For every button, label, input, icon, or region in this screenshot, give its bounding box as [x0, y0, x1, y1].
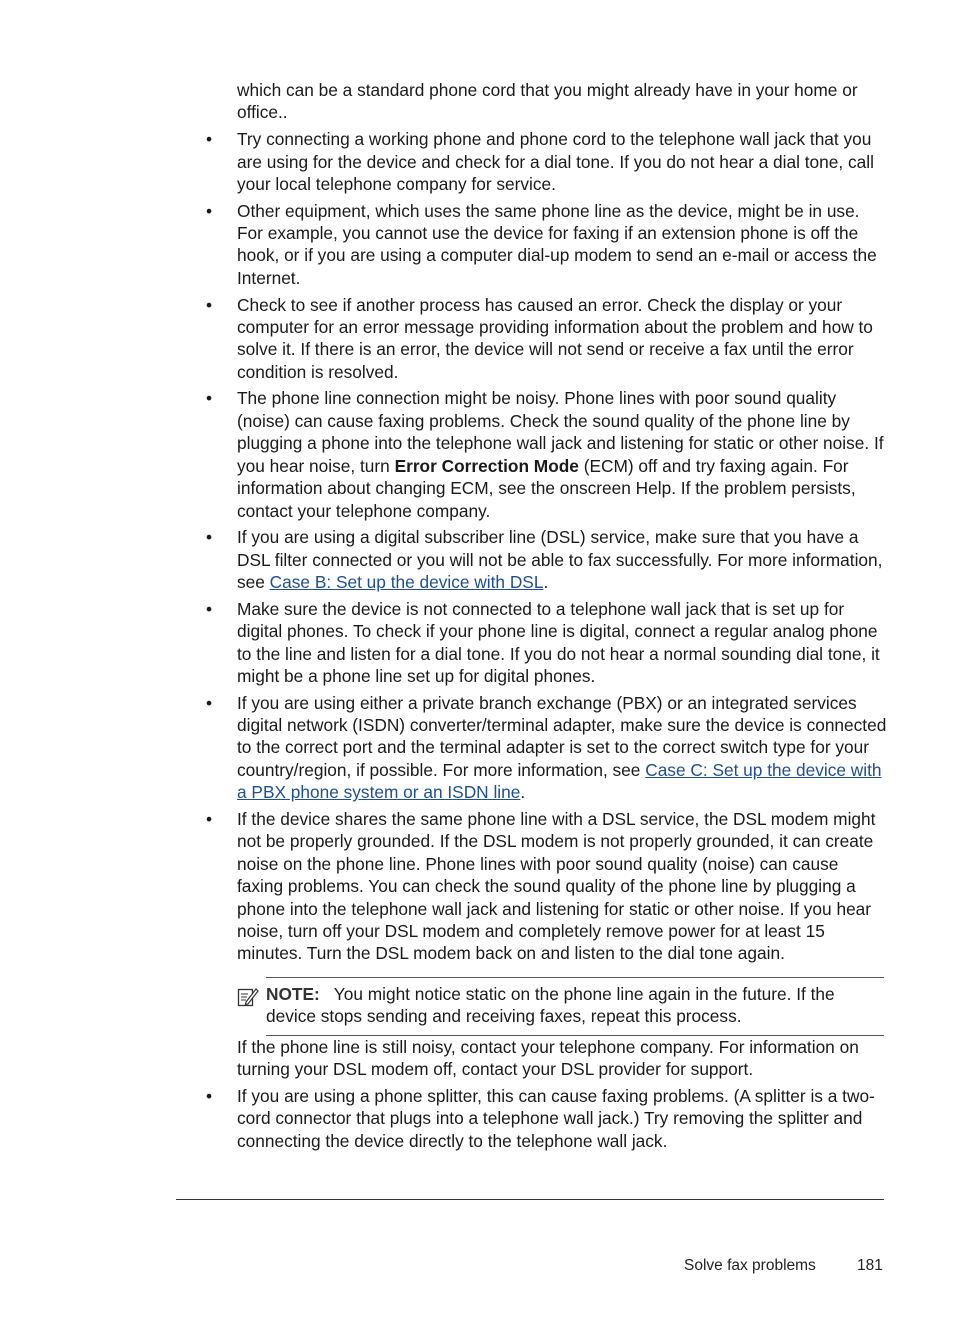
- note-pencil-icon: [237, 986, 259, 1008]
- list-item-dsl-grounding: [237, 808, 887, 1080]
- pbx-text-after: .: [520, 782, 526, 803]
- note-label: NOTE:: [266, 983, 320, 1004]
- grounding-text: If the device shares the same phone line with a DSL service, the DSL modem might not be properly grounded. If the DSL modem is not properly grounded, it can create noise on the phone line. Phone lines with poor sound quality (noise) can cause faxing problems. You can check the sound quality of the phone line by plugging a phone into the telephone wall jack and listening for static or other noise. If you hear noise, turn off your DSL modem and completely remove power for at least 15 minutes. Turn the DSL modem back on and listen to the dial tone again.: [237, 808, 876, 964]
- page-number: 181: [857, 1257, 883, 1274]
- dsl-text-before: If you are using a digital subscriber line (DSL) service, make sure that you have a DSL filter connected or you will not be able to fax successfully. For more information, see: [237, 527, 883, 593]
- list-item-other-equipment: • Other equipment, which uses the same phone line as the device, might be in use. For example, you cannot use the device for faxing if an extension phone is off the hook, or if you are using a computer dial-up modem to send an e-mail or access the Internet.: [237, 200, 887, 290]
- list-item-digital-phones: • Make sure the device is not connected to a telephone wall jack that is set up for digital phones. To check if your phone line is digital, connect a regular analog phone to the line and listen for a dial tone. If you do not hear a normal sounding dial tone, it might be a phone line set up for digital phones.: [237, 598, 887, 688]
- note-text: You might notice static on the phone line again in the future. If the device stops sending and receiving faxes, repeat this process.: [266, 983, 835, 1027]
- pbx-text-before: If you are using either a private branch exchange (PBX) or an integrated services digital network (ISDN) converter/terminal adapter, make sure the device is connected to the correct port and the terminal adapter is set to the correct switch type for your country/region, if possible. For more information, see: [237, 692, 887, 780]
- list-item-pbx-isdn: [237, 692, 887, 804]
- intro-continuation: which can be a standard phone cord that you might already have in your home or office..: [237, 80, 858, 123]
- after-note-text: If the phone line is still noisy, contact your telephone company. For information on turning your DSL modem off, contact your DSL provider for support.: [237, 1036, 859, 1080]
- list-item-phone-splitter: • If you are using a phone splitter, this can cause faxing problems. (A splitter is a two-cord connector that plugs into a telephone wall jack.) Try removing the splitter and connecting the device directly to the telephone wall jack.: [237, 1085, 887, 1152]
- noisy-text-after: (ECM) off and try faxing again. For information about changing ECM, see the onscreen Help. If the problem persists, contact your telephone company.: [237, 455, 856, 521]
- noisy-text-before: The phone line connection might be noisy. Phone lines with poor sound quality (noise) can cause faxing problems. Check the sound quality of the phone line by plugging a phone into the telephone wall jack and listening for static or other noise. If you hear noise, turn: [237, 388, 884, 476]
- dsl-text-after: .: [543, 572, 549, 593]
- list-item-error-check: • Check to see if another process has caused an error. Check the display or your computer for an error message providing information about the problem and how to solve it. If there is an error, the device will not send or receive a fax until the error condition is resolved.: [237, 294, 887, 384]
- page-content: [237, 79, 887, 1152]
- note-box: [266, 977, 884, 1036]
- case-c-link[interactable]: Case C: Set up the device with a PBX phone system or an ISDN line: [237, 759, 882, 803]
- case-b-link[interactable]: Case B: Set up the device with DSL: [269, 572, 544, 593]
- list-item-dsl-filter: [237, 526, 887, 593]
- footer-rule: [176, 1199, 884, 1200]
- ecm-term: Error Correction Mode: [394, 455, 579, 476]
- footer-section-title: Solve fax problems: [684, 1257, 816, 1274]
- list-item-noisy-line: [237, 387, 887, 521]
- list-item-dial-tone: • Try connecting a working phone and phone cord to the telephone wall jack that you are using for the device and check for a dial tone. If you do not hear a dial tone, call your local telephone company for service.: [237, 128, 887, 195]
